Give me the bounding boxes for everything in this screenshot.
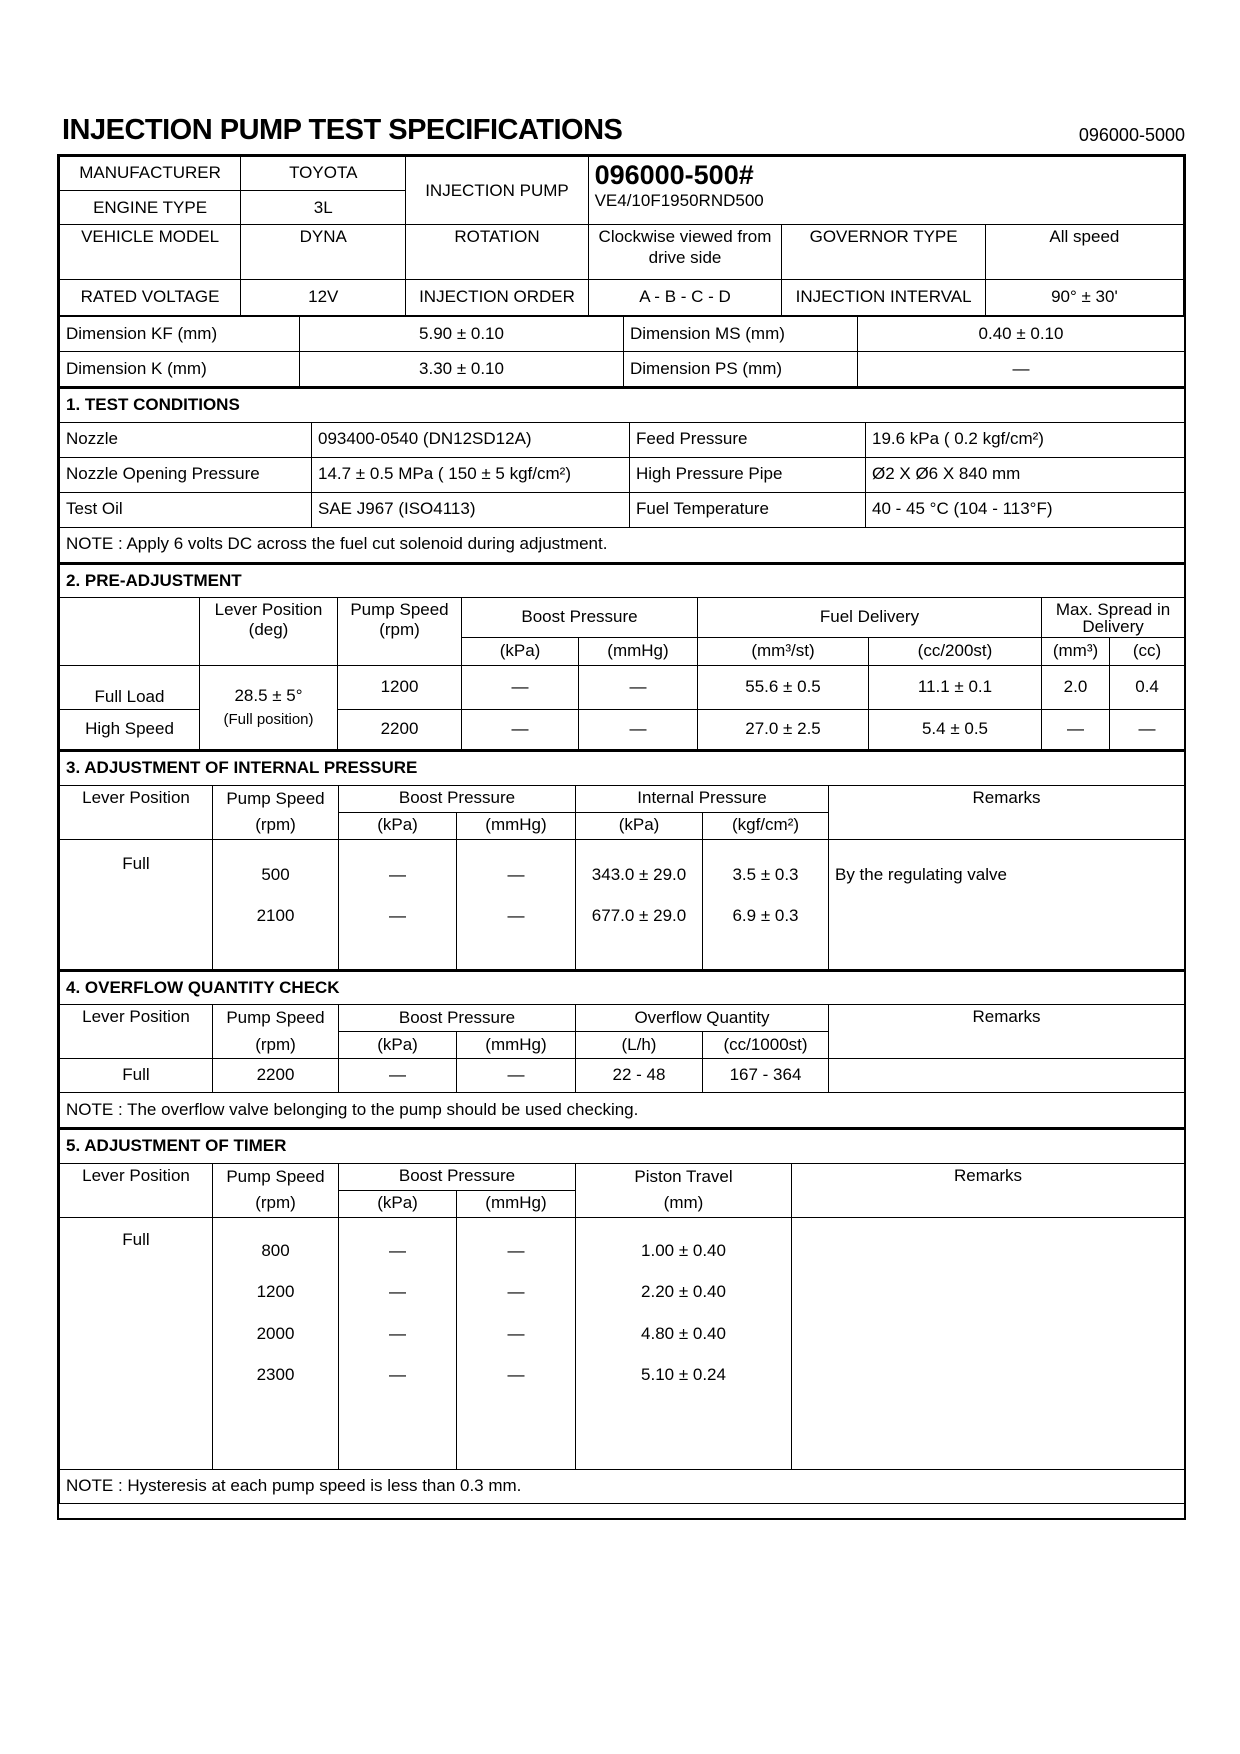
- pump-speed: 800: [261, 1240, 290, 1260]
- remarks-header: Remarks: [792, 1163, 1185, 1217]
- unit-rpm: (rpm): [213, 812, 339, 839]
- overflow-lh: 22 - 48: [576, 1059, 703, 1093]
- overflow-heading: 4. OVERFLOW QUANTITY CHECK: [60, 971, 1185, 1005]
- row-name: Full Load: [60, 666, 200, 710]
- delivery-mm3: 55.6 ± 0.5: [698, 666, 869, 710]
- boost-kpa: —: [389, 1365, 406, 1385]
- unit-mmhg: (mmHg): [457, 1032, 576, 1059]
- manufacturer-value: TOYOTA: [241, 157, 406, 191]
- pre-adjustment-blank-header: [60, 598, 200, 666]
- boost-mmhg: —: [507, 1240, 525, 1260]
- remarks-cell: [792, 1217, 1185, 1469]
- spread-cc: —: [1110, 710, 1185, 750]
- test-conditions-heading: 1. TEST CONDITIONS: [60, 388, 1185, 422]
- pump-speed-header: Pump Speed (rpm): [338, 598, 462, 666]
- pump-speed-header: Pump Speed: [213, 1163, 339, 1190]
- pump-speed: 2000: [256, 1323, 295, 1343]
- internal-pressure-header: Internal Pressure: [576, 785, 829, 812]
- delivery-mm3: 27.0 ± 2.5: [698, 710, 869, 750]
- timer-table: [59, 1128, 1185, 1504]
- lever-position-header: Lever Position: [60, 1005, 213, 1059]
- overflow-cc: 167 - 364: [703, 1059, 829, 1093]
- pump-speed: 500: [261, 864, 290, 884]
- boost-mmhg: —: [507, 864, 525, 884]
- boost-kpa: —: [389, 1323, 406, 1343]
- unit-mmhg: (mmHg): [457, 1190, 576, 1217]
- nozzle-opening-pressure-label: Nozzle Opening Pressure: [60, 457, 312, 492]
- pre-adjustment-table: [59, 563, 1185, 751]
- unit-mmhg: (mmHg): [579, 638, 698, 666]
- dimension-ps-label: Dimension PS (mm): [624, 352, 858, 387]
- dimension-kf-label: Dimension KF (mm): [60, 317, 300, 352]
- unit-kpa: (kPa): [339, 812, 457, 839]
- injection-order-value: A - B - C - D: [588, 279, 782, 315]
- lever-position-header: Lever Position (deg): [200, 598, 338, 666]
- unit-kpa: (kPa): [339, 1032, 457, 1059]
- injection-pump-label: INJECTION PUMP: [406, 157, 588, 225]
- lever-position-value: Full: [60, 1059, 213, 1093]
- internal-pressure-heading: 3. ADJUSTMENT OF INTERNAL PRESSURE: [60, 751, 1185, 785]
- fuel-temperature-value: 40 - 45 °C (104 - 113°F): [866, 492, 1185, 527]
- governor-type-value: All speed: [985, 225, 1183, 279]
- unit-kgf-cm2: (kgf/cm²): [703, 812, 829, 839]
- spread-mm3: 2.0: [1042, 666, 1110, 710]
- internal-kpa-cell: [576, 839, 703, 969]
- boost-kpa: —: [389, 1240, 406, 1260]
- internal-kpa: 343.0 ± 29.0: [591, 864, 687, 884]
- fuel-temperature-label: Fuel Temperature: [630, 492, 866, 527]
- engine-type-label: ENGINE TYPE: [60, 191, 241, 225]
- pump-speed-cell: [213, 1217, 339, 1469]
- lever-position-note: (Full position): [223, 710, 314, 728]
- governor-type-label: GOVERNOR TYPE: [782, 225, 985, 279]
- lever-position-header: Lever Position: [60, 785, 213, 839]
- remarks-header: Remarks: [829, 1005, 1185, 1059]
- overflow-note: NOTE : The overflow valve belonging to the pump should be used checking.: [60, 1093, 1185, 1128]
- fuel-delivery-header: Fuel Delivery: [698, 598, 1042, 638]
- remarks-cell: [829, 839, 1185, 969]
- delivery-cc: 5.4 ± 0.5: [869, 710, 1042, 750]
- test-conditions-table: [59, 387, 1185, 563]
- injection-interval-value: 90° ± 30': [985, 279, 1183, 315]
- boost-mmhg: —: [579, 710, 698, 750]
- unit-spread-cc: (cc): [1110, 638, 1185, 666]
- unit-cc-1000st: (cc/1000st): [703, 1032, 829, 1059]
- unit-mmhg: (mmHg): [457, 812, 576, 839]
- remarks-header: Remarks: [829, 785, 1185, 839]
- pump-speed: 1200: [256, 1282, 295, 1302]
- lever-position-value: Full: [60, 1217, 213, 1469]
- pump-number: 096000-500#: [594, 160, 754, 190]
- unit-mm3-st: (mm³/st): [698, 638, 869, 666]
- max-spread-header: Max. Spread in Delivery: [1042, 598, 1185, 638]
- boost-pressure-header: Boost Pressure: [462, 598, 698, 638]
- piston-travel: 2.20 ± 0.40: [641, 1282, 726, 1302]
- table-row: [60, 1217, 1185, 1469]
- page-title: INJECTION PUMP TEST SPECIFICATIONS: [62, 114, 623, 146]
- boost-pressure-header: Boost Pressure: [339, 1005, 576, 1032]
- pump-speed: 2100: [256, 906, 295, 926]
- row-name: High Speed: [60, 710, 200, 750]
- pump-speed: 2200: [338, 710, 462, 750]
- lever-position-value: Full: [60, 839, 213, 969]
- engine-type-value: 3L: [241, 191, 406, 225]
- piston-travel: 1.00 ± 0.40: [641, 1240, 726, 1260]
- dimension-ps-value: —: [858, 352, 1185, 387]
- table-row: [60, 1059, 1185, 1093]
- boost-kpa: —: [462, 710, 579, 750]
- internal-kgf-cell: [703, 839, 829, 969]
- pump-model: VE4/10F1950RND500: [594, 191, 764, 211]
- rotation-label: ROTATION: [406, 225, 588, 279]
- vehicle-model-value: DYNA: [241, 225, 406, 279]
- boost-mmhg-cell: [457, 839, 576, 969]
- feed-pressure-label: Feed Pressure: [630, 422, 866, 457]
- unit-cc-200st: (cc/200st): [869, 638, 1042, 666]
- timer-heading: 5. ADJUSTMENT OF TIMER: [60, 1129, 1185, 1163]
- internal-kgf: 3.5 ± 0.3: [732, 864, 799, 884]
- dimension-k-label: Dimension K (mm): [60, 352, 300, 387]
- piston-travel-cell: [576, 1217, 792, 1469]
- document-number: 096000-5000: [1078, 125, 1185, 145]
- lever-position-value: 28.5 ± 5°: [234, 686, 303, 706]
- lever-position-cell: [200, 666, 338, 750]
- boost-kpa: —: [339, 1059, 457, 1093]
- pump-speed-header: Pump Speed: [213, 785, 339, 812]
- nozzle-opening-pressure-value: 14.7 ± 0.5 MPa ( 150 ± 5 kgf/cm²): [312, 457, 630, 492]
- unit-internal-kpa: (kPa): [576, 812, 703, 839]
- timer-note: NOTE : Hysteresis at each pump speed is less than 0.3 mm.: [60, 1469, 1185, 1503]
- dimension-kf-value: 5.90 ± 0.10: [300, 317, 624, 352]
- unit-rpm: (rpm): [213, 1190, 339, 1217]
- boost-kpa-cell: [339, 1217, 457, 1469]
- rated-voltage-label: RATED VOLTAGE: [60, 279, 241, 315]
- test-oil-value: SAE J967 (ISO4113): [312, 492, 630, 527]
- header-table: [59, 156, 1184, 316]
- piston-travel-header: Piston Travel: [576, 1163, 792, 1190]
- pump-speed: 2200: [213, 1059, 339, 1093]
- dimension-k-value: 3.30 ± 0.10: [300, 352, 624, 387]
- unit-kpa: (kPa): [339, 1190, 457, 1217]
- unit-kpa: (kPa): [462, 638, 579, 666]
- piston-travel: 5.10 ± 0.24: [641, 1365, 726, 1385]
- boost-kpa: —: [389, 906, 406, 926]
- boost-mmhg: —: [457, 1059, 576, 1093]
- unit-rpm: (rpm): [213, 1032, 339, 1059]
- piston-travel: 4.80 ± 0.40: [641, 1323, 726, 1343]
- pump-speed: 1200: [338, 666, 462, 710]
- spread-mm3: —: [1042, 710, 1110, 750]
- boost-mmhg: —: [579, 666, 698, 710]
- internal-kgf: 6.9 ± 0.3: [732, 906, 799, 926]
- boost-kpa: —: [389, 864, 406, 884]
- pump-speed-header: Pump Speed: [213, 1005, 339, 1032]
- spread-cc: 0.4: [1110, 666, 1185, 710]
- lever-position-header: Lever Position: [60, 1163, 213, 1217]
- boost-kpa-cell: [339, 839, 457, 969]
- boost-kpa: —: [389, 1282, 406, 1302]
- test-oil-label: Test Oil: [60, 492, 312, 527]
- unit-lh: (L/h): [576, 1032, 703, 1059]
- pump-speed: 2300: [256, 1365, 295, 1385]
- manufacturer-label: MANUFACTURER: [60, 157, 241, 191]
- nozzle-label: Nozzle: [60, 422, 312, 457]
- vehicle-model-label: VEHICLE MODEL: [60, 225, 241, 279]
- boost-mmhg: —: [507, 1365, 525, 1385]
- boost-kpa: —: [462, 666, 579, 710]
- delivery-cc: 11.1 ± 0.1: [869, 666, 1042, 710]
- overflow-quantity-header: Overflow Quantity: [576, 1005, 829, 1032]
- internal-pressure-table: [59, 750, 1185, 970]
- overflow-table: [59, 970, 1185, 1129]
- dimension-table: [59, 316, 1185, 387]
- table-row: [60, 839, 1185, 969]
- injection-order-label: INJECTION ORDER: [406, 279, 588, 315]
- internal-kpa: 677.0 ± 29.0: [591, 906, 687, 926]
- pre-adjustment-heading: 2. PRE-ADJUSTMENT: [60, 564, 1185, 598]
- boost-mmhg-cell: [457, 1217, 576, 1469]
- dimension-ms-value: 0.40 ± 0.10: [858, 317, 1185, 352]
- table-row: [60, 666, 1185, 710]
- injection-interval-label: INJECTION INTERVAL: [782, 279, 985, 315]
- remark: By the regulating valve: [835, 864, 1007, 884]
- boost-mmhg: —: [507, 1323, 525, 1343]
- boost-pressure-header: Boost Pressure: [339, 785, 576, 812]
- boost-pressure-header: Boost Pressure: [339, 1163, 576, 1190]
- feed-pressure-value: 19.6 kPa ( 0.2 kgf/cm²): [866, 422, 1185, 457]
- spec-sheet: [57, 154, 1186, 1520]
- pump-speed-cell: [213, 839, 339, 969]
- boost-mmhg: —: [507, 906, 525, 926]
- high-pressure-pipe-value: Ø2 X Ø6 X 840 mm: [866, 457, 1185, 492]
- rated-voltage-value: 12V: [241, 279, 406, 315]
- remarks-cell: [829, 1059, 1185, 1093]
- unit-mm: (mm): [576, 1190, 792, 1217]
- nozzle-value: 093400-0540 (DN12SD12A): [312, 422, 630, 457]
- dimension-ms-label: Dimension MS (mm): [624, 317, 858, 352]
- boost-mmhg: —: [507, 1282, 525, 1302]
- high-pressure-pipe-label: High Pressure Pipe: [630, 457, 866, 492]
- rotation-value: Clockwise viewed from drive side: [588, 225, 782, 279]
- pump-number-cell: [588, 157, 1183, 225]
- test-conditions-note: NOTE : Apply 6 volts DC across the fuel cut solenoid during adjustment.: [60, 527, 1185, 562]
- unit-spread-mm3: (mm³): [1042, 638, 1110, 666]
